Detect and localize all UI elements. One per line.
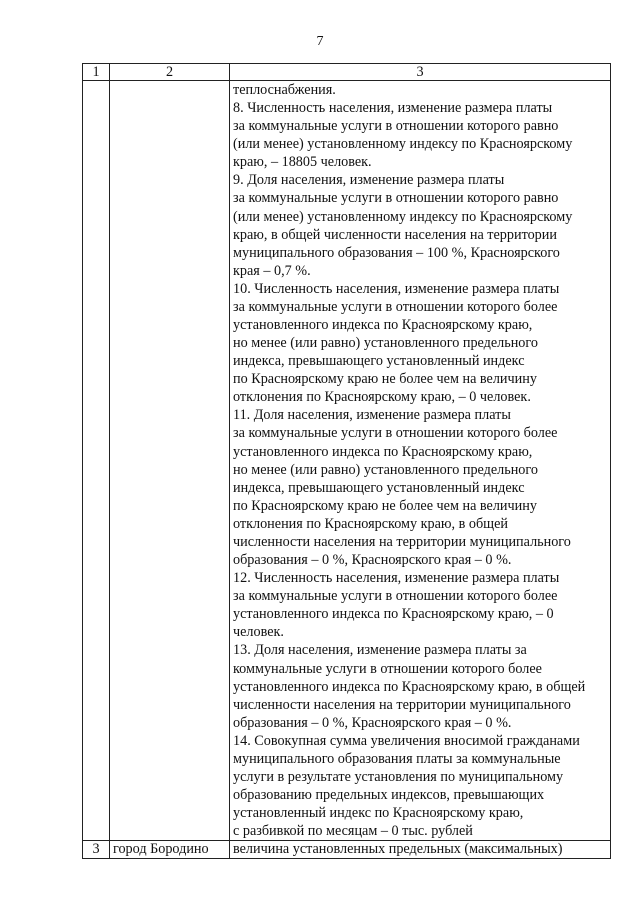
text-line: (или менее) установленному индексу по Красноярскому xyxy=(233,208,573,225)
text-line: 9. Доля населения, изменение размера платы xyxy=(233,172,505,189)
text-line: человек. xyxy=(233,624,284,641)
text-line: установленного индекса по Красноярскому краю, – 0 xyxy=(233,606,554,623)
cell-row-number: 3 xyxy=(83,841,110,859)
text-line: за коммунальные услуги в отношении которого равно xyxy=(233,190,559,207)
text-line: численности населения на территории муниципального xyxy=(233,696,571,713)
text-line: за коммунальные услуги в отношении которого более xyxy=(233,425,558,442)
text-line: но менее (или равно) установленного предельного xyxy=(233,335,538,352)
text-line: образования – 0 %, Красноярского края – 0 %. xyxy=(233,714,512,731)
text-line: образованию предельных индексов, превышающих xyxy=(233,787,545,804)
text-line: 14. Совокупная сумма увеличения вносимой гражданами xyxy=(233,732,580,749)
text-line: индекса, превышающего установленный индекс xyxy=(233,353,525,370)
cell-name-empty xyxy=(110,81,230,841)
text-line: краю, в общей численности населения на территории xyxy=(233,226,557,243)
header-col-3: 3 xyxy=(230,64,611,81)
text-line: 8. Численность населения, изменение размера платы xyxy=(233,100,553,117)
text-line: отклонения по Красноярскому краю, – 0 человек. xyxy=(233,389,531,406)
text-line: муниципального образования – 100 %, Красноярского xyxy=(233,244,560,261)
text-line: 13. Доля населения, изменение размера платы за xyxy=(233,642,527,659)
text-line: 12. Численность населения, изменение размера платы xyxy=(233,570,560,587)
text-line: отклонения по Красноярскому краю, в общей xyxy=(233,515,508,532)
text-line: по Красноярскому краю не более чем на величину xyxy=(233,371,537,388)
text-line: за коммунальные услуги в отношении которого более xyxy=(233,298,558,315)
text-line: за коммунальные услуги в отношении которого равно xyxy=(233,118,559,135)
table-header-row xyxy=(83,64,611,81)
cell-indicators-text xyxy=(230,81,611,841)
text-line: коммунальные услуги в отношении которого более xyxy=(233,660,542,677)
text-line: края – 0,7 %. xyxy=(233,262,311,279)
cell-row-text: величина установленных предельных (максимальных) xyxy=(230,841,611,859)
text-line: но менее (или равно) установленного предельного xyxy=(233,461,538,478)
header-col-1: 1 xyxy=(83,64,110,81)
data-table xyxy=(82,63,611,859)
text-line: услуги в результате установления по муниципальному xyxy=(233,768,564,785)
text-line: за коммунальные услуги в отношении которого более xyxy=(233,588,558,605)
text-line: теплоснабжения. xyxy=(233,82,336,98)
text-line: муниципального образования платы за коммунальные xyxy=(233,750,561,767)
text-line: установленного индекса по Красноярскому краю, в общей xyxy=(233,678,586,695)
cell-municipality-name: город Бородино xyxy=(110,841,230,859)
table-row-borodino xyxy=(83,841,611,859)
text-line: индекса, превышающего установленный индекс xyxy=(233,479,525,496)
text-line: краю, – 18805 человек. xyxy=(233,154,372,171)
text-line: (или менее) установленному индексу по Красноярскому xyxy=(233,136,573,153)
text-line: установленного индекса по Красноярскому краю, xyxy=(233,443,533,460)
text-line: 11. Доля населения, изменение размера платы xyxy=(233,407,511,424)
table-row-continuation xyxy=(83,81,611,841)
text-line: с разбивкой по месяцам – 0 тыс. рублей xyxy=(233,823,473,840)
text-line: установленный индекс по Красноярскому краю, xyxy=(233,805,524,822)
cell-num-empty xyxy=(83,81,110,841)
text-line: численности населения на территории муниципального xyxy=(233,533,571,550)
text-line: установленного индекса по Красноярскому краю, xyxy=(233,317,533,334)
text-line: 10. Численность населения, изменение размера платы xyxy=(233,280,560,297)
text-line: по Красноярскому краю не более чем на величину xyxy=(233,497,537,514)
page-number: 7 xyxy=(316,34,324,49)
text-line: образования – 0 %, Красноярского края – 0 %. xyxy=(233,552,512,569)
header-col-2: 2 xyxy=(110,64,230,81)
